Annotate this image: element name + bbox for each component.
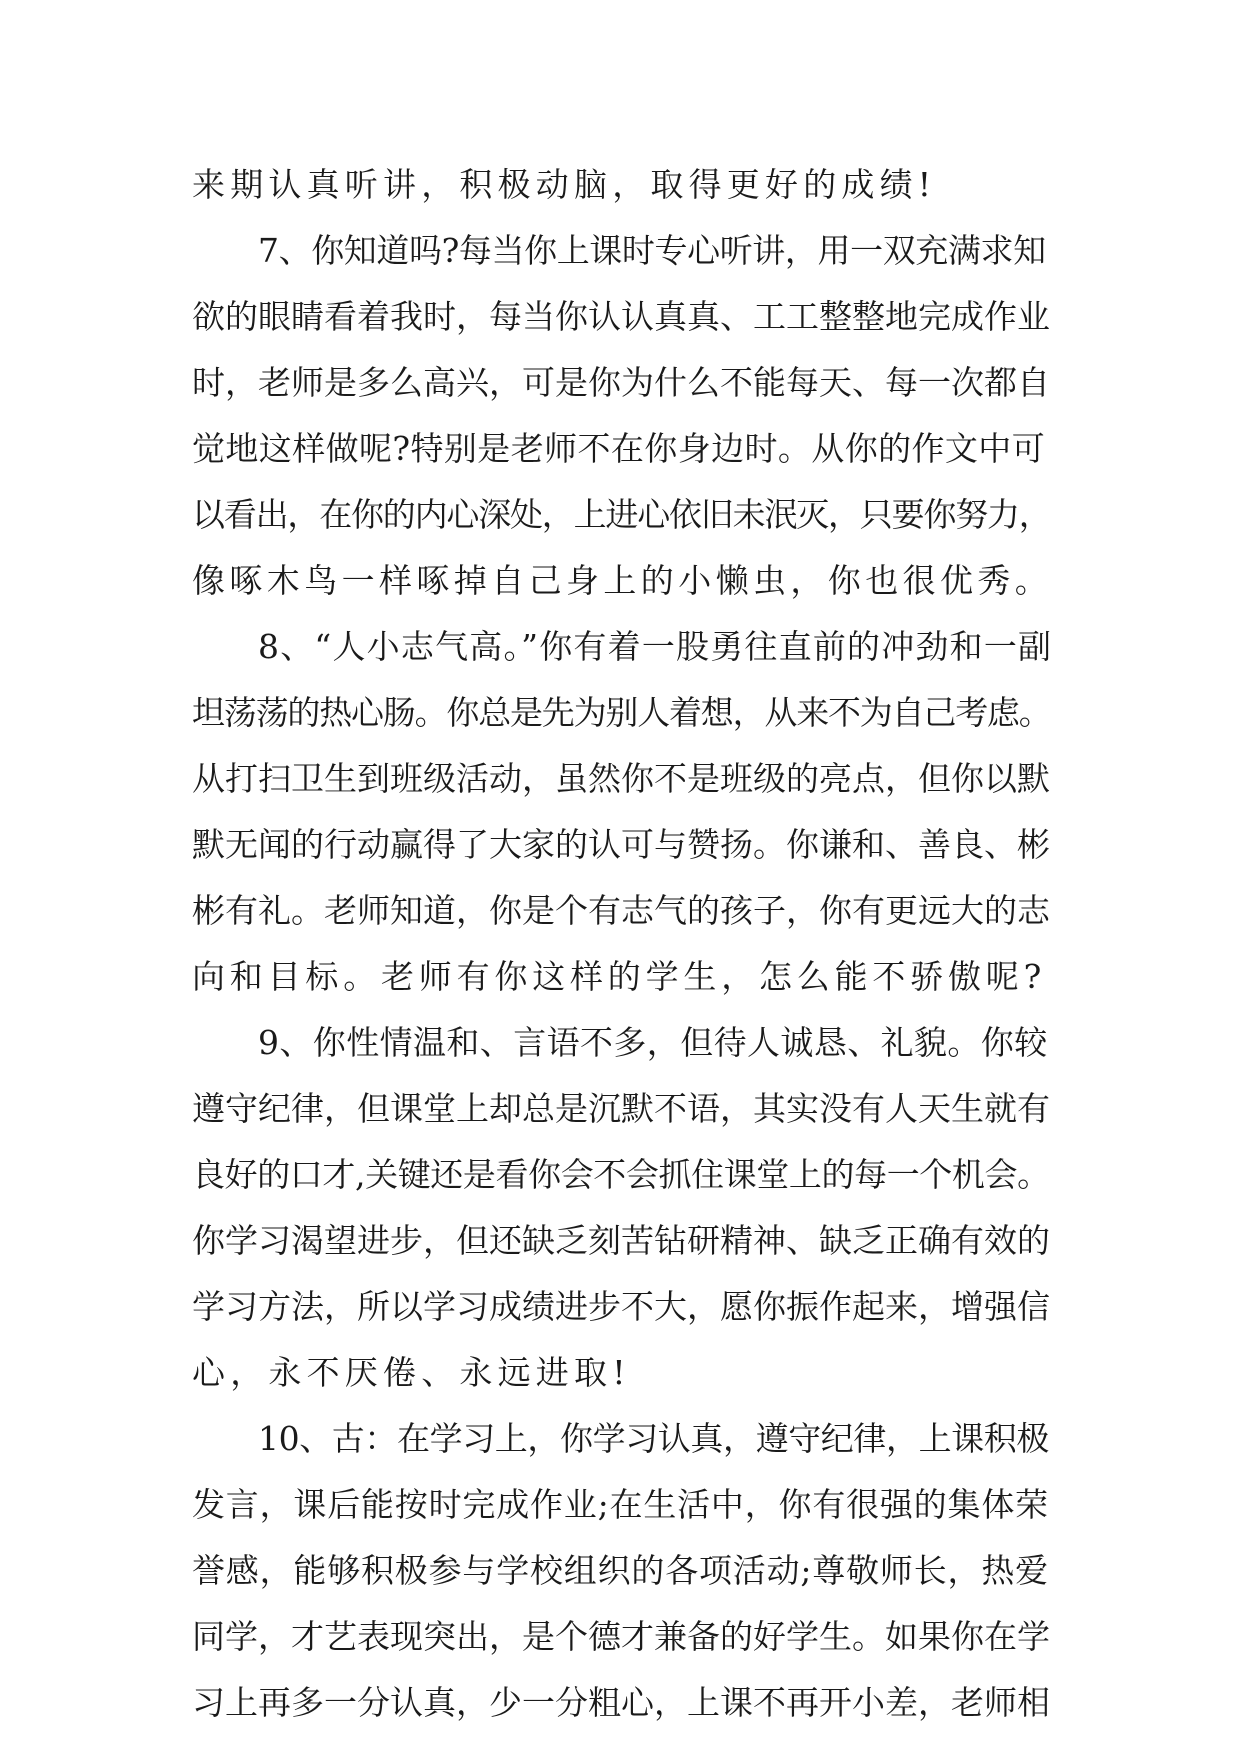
text-line: 7、你知道吗?每当你上课时专心听讲，用一双充满求知 (258, 231, 1046, 270)
text-line: 彬有礼。老师知道，你是个有志气的孩子，你有更远大的志 (192, 891, 1050, 930)
text-line: 良好的口才,关键还是看你会不会抓住课堂上的每一个机会。 (192, 1155, 1050, 1194)
text-line: 时，老师是多么高兴，可是你为什么不能每天、每一次都自 (192, 363, 1050, 402)
text-line: 9、你性情温和、言语不多，但待人诚恳、礼貌。你较 (258, 1023, 1048, 1062)
text-line: 坦荡荡的热心肠。你总是先为别人着想，从来不为自己考虑。 (192, 693, 1051, 732)
text-line: 像啄木鸟一样啄掉自己身上的小懒虫，你也很优秀。 (192, 561, 1053, 600)
text-line: 从打扫卫生到班级活动，虽然你不是班级的亮点，但你以默 (192, 759, 1050, 798)
text-line: 心，永不厌倦、永远进取! (192, 1353, 631, 1392)
text-line: 向和目标。老师有你这样的学生，怎么能不骄傲呢? (192, 957, 1047, 996)
text-line: 习上再多一分认真，少一分粗心，上课不再开小差，老师相 (192, 1683, 1050, 1722)
text-line: 来期认真听讲，积极动脑，取得更好的成绩! (192, 165, 937, 204)
text-line: 发言，课后能按时完成作业;在生活中，你有很强的集体荣 (192, 1485, 1049, 1524)
text-line: 以看出，在你的内心深处，上进心依旧未泯灭，只要你努力， (192, 495, 1051, 534)
text-line: 学习方法，所以学习成绩进步不大，愿你振作起来，增强信 (192, 1287, 1050, 1326)
document-body (192, 152, 1054, 1736)
text-line: 欲的眼睛看着我时，每当你认认真真、工工整整地完成作业 (192, 297, 1050, 336)
text-line: 你学习渴望进步，但还缺乏刻苦钻研精神、缺乏正确有效的 (192, 1221, 1050, 1260)
text-line: 默无闻的行动赢得了大家的认可与赞扬。你谦和、善良、彬 (192, 825, 1050, 864)
text-line: 誉感，能够积极参与学校组织的各项活动;尊敬师长，热爱 (192, 1551, 1049, 1590)
text-line: 同学，才艺表现突出，是个德才兼备的好学生。如果你在学 (192, 1617, 1050, 1656)
text-line: 遵守纪律，但课堂上却总是沉默不语，其实没有人天生就有 (192, 1089, 1050, 1128)
text-line: 觉地这样做呢?特别是老师不在你身边时。从你的作文中可 (192, 429, 1046, 468)
text-line: 8、“人小志气高。”你有着一股勇往直前的冲劲和一副 (258, 627, 1053, 666)
text-line: 10、古：在学习上，你学习认真，遵守纪律，上课积极 (258, 1419, 1049, 1458)
